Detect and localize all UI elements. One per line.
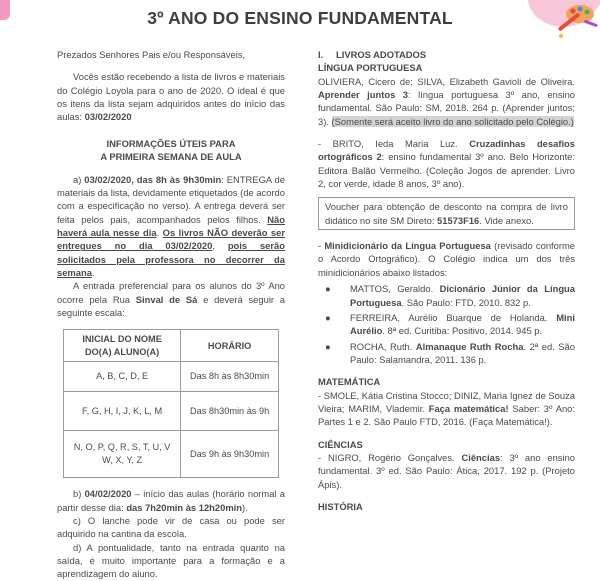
list-item: ● ROCHA, Ruth. Almanaque Ruth Rocha. 2ª ed. São Paulo: Salamandra, 2011. 136 p. [325, 340, 575, 365]
intro-paragraph: Vocês estão recebendo a lista de livros e materiais do Colégio Loyola para o ano de 2020. O ideal é que os itens da lista sejam adquiridos antes do início das aulas: 03/02/2020 [57, 71, 285, 123]
greeting: Prezados Senhores Pais e/ou Responsáveis, [57, 49, 246, 60]
math-heading: MATEMÁTICA [318, 376, 381, 388]
bullet-icon: ● [325, 283, 331, 295]
bullet-icon: ● [325, 311, 331, 323]
table-cell-letters: F, G, H, I, J, K, L, M [64, 392, 181, 431]
book-cruzadinhas: - BRITO, Ieda Maria Luz. Cruzadinhas desafios ortográficos 2: ensino fundamental 3º ano. Belo Horizonte: Editora Balão Vermelho. (Coleção Jogos de aprender. Livro 2, cor verde, idade 8 anos, 3º ano). [318, 138, 575, 190]
item-a: a) 03/02/2020, das 8h às 9h30min: ENTREGA de materiais da lista, devidamente etiquetados (de acordo com a especificação no verso). A entrega deverá ser feita pelos pais, acompanhados pelos filhos. Não haverá aula nesse dia. Os livros NÃO deverão ser entregues no dia 03/02/2020, pois serão solicitados pela professora no decorrer da semana. [57, 173, 285, 279]
history-heading: HISTÓRIA [318, 500, 363, 512]
table-cell-time: Das 8h às 8h30min [181, 362, 279, 392]
science-heading: CIÊNCIAS [318, 438, 363, 450]
table-cell-time: Das 9h às 9h30min [181, 431, 279, 478]
section-header [318, 48, 575, 61]
table-row [64, 392, 279, 431]
section-number: I. [318, 49, 324, 60]
list-item: ● FERREIRA, Aurélio Buarque de Holanda. Mini Aurélio. 8ª ed. Curitiba: Positivo, 2014. 945 p. [325, 311, 575, 337]
table-row [64, 362, 279, 392]
book-math: - SMOLE, Kátia Cristina Stocco; DINIZ, Maria Ignez de Souza Vieira; MARIM, Vlademir. Faça matemática! Saber: 3º Ano: Partes 1 e 2. São Paulo FTD, 2016. (Faça Matemática!). [318, 389, 575, 428]
item-b: b) 04/02/2020 – início das aulas (horário normal a partir desse dia: das 7h20min às 12h20min). [57, 488, 285, 513]
table-cell-letters: A, B, C, D, E [64, 362, 181, 392]
item-c: c) O lanche pode vir de casa ou pode ser adquirido na cantina da escola. [57, 514, 285, 540]
table-cell-letters: N, O, P, Q, R, S, T, U, V W, X, Y, Z [64, 431, 181, 478]
table-row [64, 431, 279, 478]
left-column [57, 48, 285, 581]
schedule-table [63, 329, 279, 478]
header-initial: INICIAL DO NOME DO(A) ALUNO(A) [64, 330, 181, 362]
book-science: - NIGRO, Rogério Gonçalves. Ciências: 3º ano ensino fundamental. 3º ed. São Paulo: Ática, 2017. 192 p. (Projeto Ápis). [318, 451, 575, 490]
list-item: ● MATTOS, Geraldo. Dicionário Júnior da Língua Portuguesa. São Paulo: FTD, 2010. 832 p. [325, 283, 575, 308]
info-heading: INFORMAÇÕES ÚTEIS PARA A PRIMEIRA SEMANA DE AULA [100, 137, 242, 162]
bullet-icon: ● [325, 340, 331, 352]
voucher-box: Voucher para obtenção de desconto na compra de livro didático no site SM Direto: 51573F16. Vide anexo. [318, 197, 575, 230]
item-d: d) A pontualidade, tanto na entrada quanto na saída, é muito importante para a formação e a aprendizagem do aluno. [57, 541, 285, 580]
entrance-paragraph: A entrada preferencial para os alunos do 3º Ano ocorre pela Rua Sinval de Sá e deverá seguir a seguinte escala: [57, 280, 285, 319]
dictionary-intro: - Minidicionário da Língua Portuguesa (revisado conforme o Acordo Ortográfico). O Colégio indica um dos três minidicionários abaixo listados: [318, 240, 575, 278]
header-time: HORÁRIO [181, 330, 279, 362]
book-aprender-juntos: OLIVIERA, Cicero de; SILVA, Elizabeth Gavioli de Oliveira. Aprender juntos 3: língua portuguesa 3º ano, ensino fundamental. São Paulo: SM, 2018. 264 p. (Aprender juntos; 3). (Somente será aceito livro do ano solicitado pelo Colégio.) [318, 75, 576, 127]
table-cell-time: Das 8h30min às 9h [181, 392, 279, 431]
table-header-row [64, 330, 279, 362]
page-title: 3º ANO DO ENSINO FUNDAMENTAL [147, 8, 453, 28]
dictionary-list [318, 282, 575, 366]
section-title: LIVROS ADOTADOS [336, 49, 427, 60]
right-column [318, 48, 575, 513]
portuguese-heading: LÍNGUA PORTUGUESA [318, 62, 423, 74]
